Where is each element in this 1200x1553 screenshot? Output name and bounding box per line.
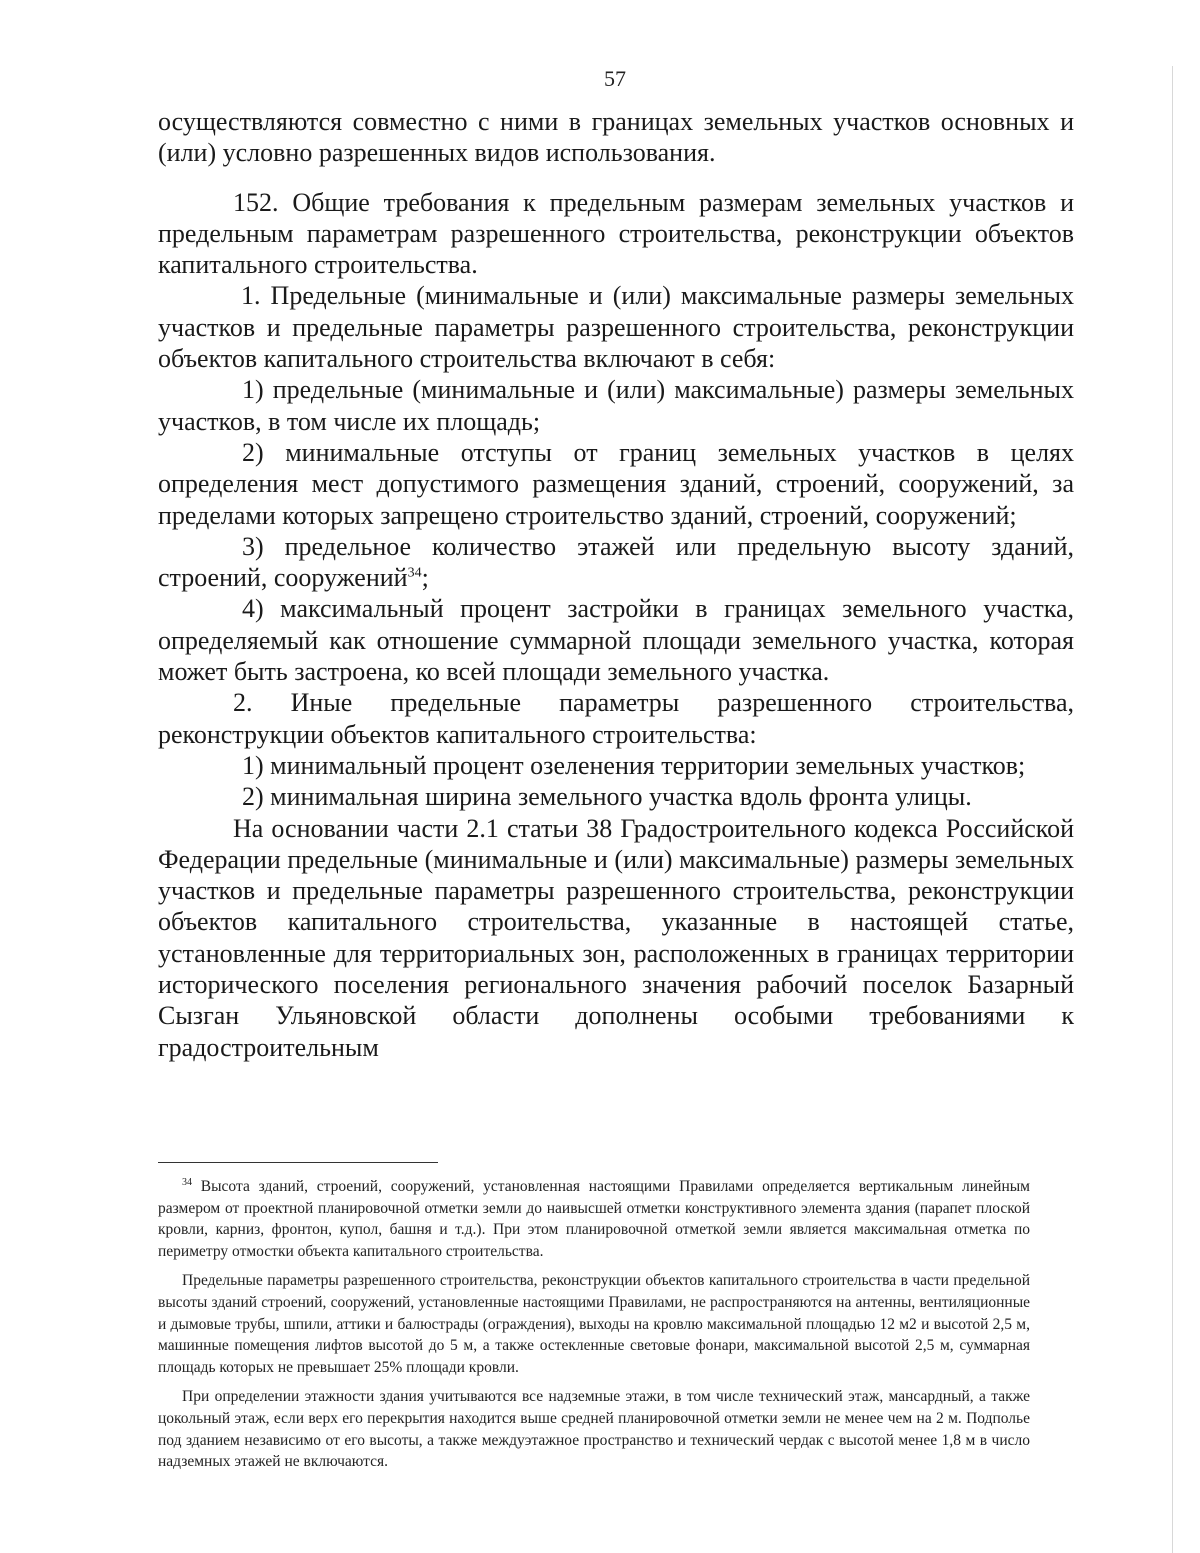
article-152-heading: 152. Общие требования к предельным размерам земельных участков и предельным параметрам разрешенного строительства, реконструкции объектов капитального строительства.	[158, 187, 1074, 280]
footnotes	[158, 1176, 1030, 1473]
clause-1-item-4: 4) максимальный процент застройки в границах земельного участка, определяемый как отношение суммарной площади земельного участка, которая может быть застроена, ко всей площади земельного участка.	[158, 594, 1074, 687]
footnote-34-part-3: При определении этажности здания учитываются все надземные этажи, в том числе технический этаж, мансардный, а также цокольный этаж, если верх его перекрытия находится выше средней планировочной отметки земли не менее чем на 2 м. Подполье под зданием независимо от его высоты, а также междуэтажное пространство и технический чердак с высотой менее 1,8 м в число надземных этажей не включаются.	[158, 1388, 1030, 1471]
paragraph-continuation: осуществляются совместно с ними в границах земельных участков основных и (или) условно разрешенных видов использования.	[158, 107, 1074, 168]
main-text	[158, 106, 1074, 1063]
clause-1: 1. Предельные (минимальные и (или) максимальные размеры земельных участков и предельные параметры разрешенного строительства, реконструкции объектов капитального строительства включают в себя:	[158, 281, 1074, 374]
footnote-number: 34	[182, 1176, 192, 1188]
clause-2: 2. Иные предельные параметры разрешенного строительства, реконструкции объектов капитального строительства:	[158, 688, 1074, 749]
clause-1-item-3-end: ;	[421, 563, 429, 593]
scan-edge-line	[1172, 66, 1173, 1553]
clause-1-item-1: 1) предельные (минимальные и (или) максимальные) размеры земельных участков, в том числе их площадь;	[158, 375, 1074, 436]
paragraph-basis: На основании части 2.1 статьи 38 Градостроительного кодекса Российской Федерации предельные (минимальные и (или) максимальные) размеры земельных участков и предельные параметры разрешенного строительства, реконструкции объектов капитального строительства, указанные в настоящей статье, установленные для территориальных зон, расположенных в границах территории исторического поселения регионального значения рабочий поселок Базарный Сызган Ульяновской области дополнены особыми требованиями к градостроительным	[158, 813, 1074, 1062]
clause-1-item-3-text: 3) предельное количество этажей или предельную высоту зданий, строений, сооружений	[158, 531, 1074, 593]
footnote-34-part-1-text: Высота зданий, строений, сооружений, установленная настоящими Правилами определяется вертикальным линейным размером от проектной планировочной отметки земли до наивысшей отметки конструктивного элемента здания (парапет плоской кровли, карниз, фронтон, купол, башня и т.д.). При этом планировочной отметкой земли является максимальная отметка по периметру отмостки объекта капитального строительства.	[158, 1178, 1030, 1260]
footnote-34-part-2: Предельные параметры разрешенного строительства, реконструкции объектов капитального строительства в части предельной высоты зданий строений, сооружений, установленные настоящими Правилами, не распространяются на антенны, вентиляционные и дымовые трубы, шпили, аттики и балюстрады (ограждения), выходы на кровлю максимальной площадью 12 м2 и высотой 2,5 м, машинные помещения лифтов высотой до 5 м, а также остекленные световые фонари, максимальной высотой 2,5 м, суммарная площадь которых не превышает 25% площади кровли.	[158, 1272, 1030, 1376]
clause-2-item-2: 2) минимальная ширина земельного участка вдоль фронта улицы.	[242, 782, 972, 812]
footnote-reference: 34	[407, 565, 422, 581]
clause-1-item-2: 2) минимальные отступы от границ земельных участков в целях определения мест допустимого размещения зданий, строений, сооружений, за пределами которых запрещено строительство зданий, строений, сооружений;	[158, 437, 1074, 530]
footnote-34-part-1	[158, 1176, 1030, 1262]
footnote-separator	[158, 1162, 438, 1163]
page-number: 57	[604, 66, 626, 91]
clause-1-item-3	[158, 531, 1074, 594]
clause-2-item-1: 1) минимальный процент озеленения территории земельных участков;	[242, 750, 1026, 780]
